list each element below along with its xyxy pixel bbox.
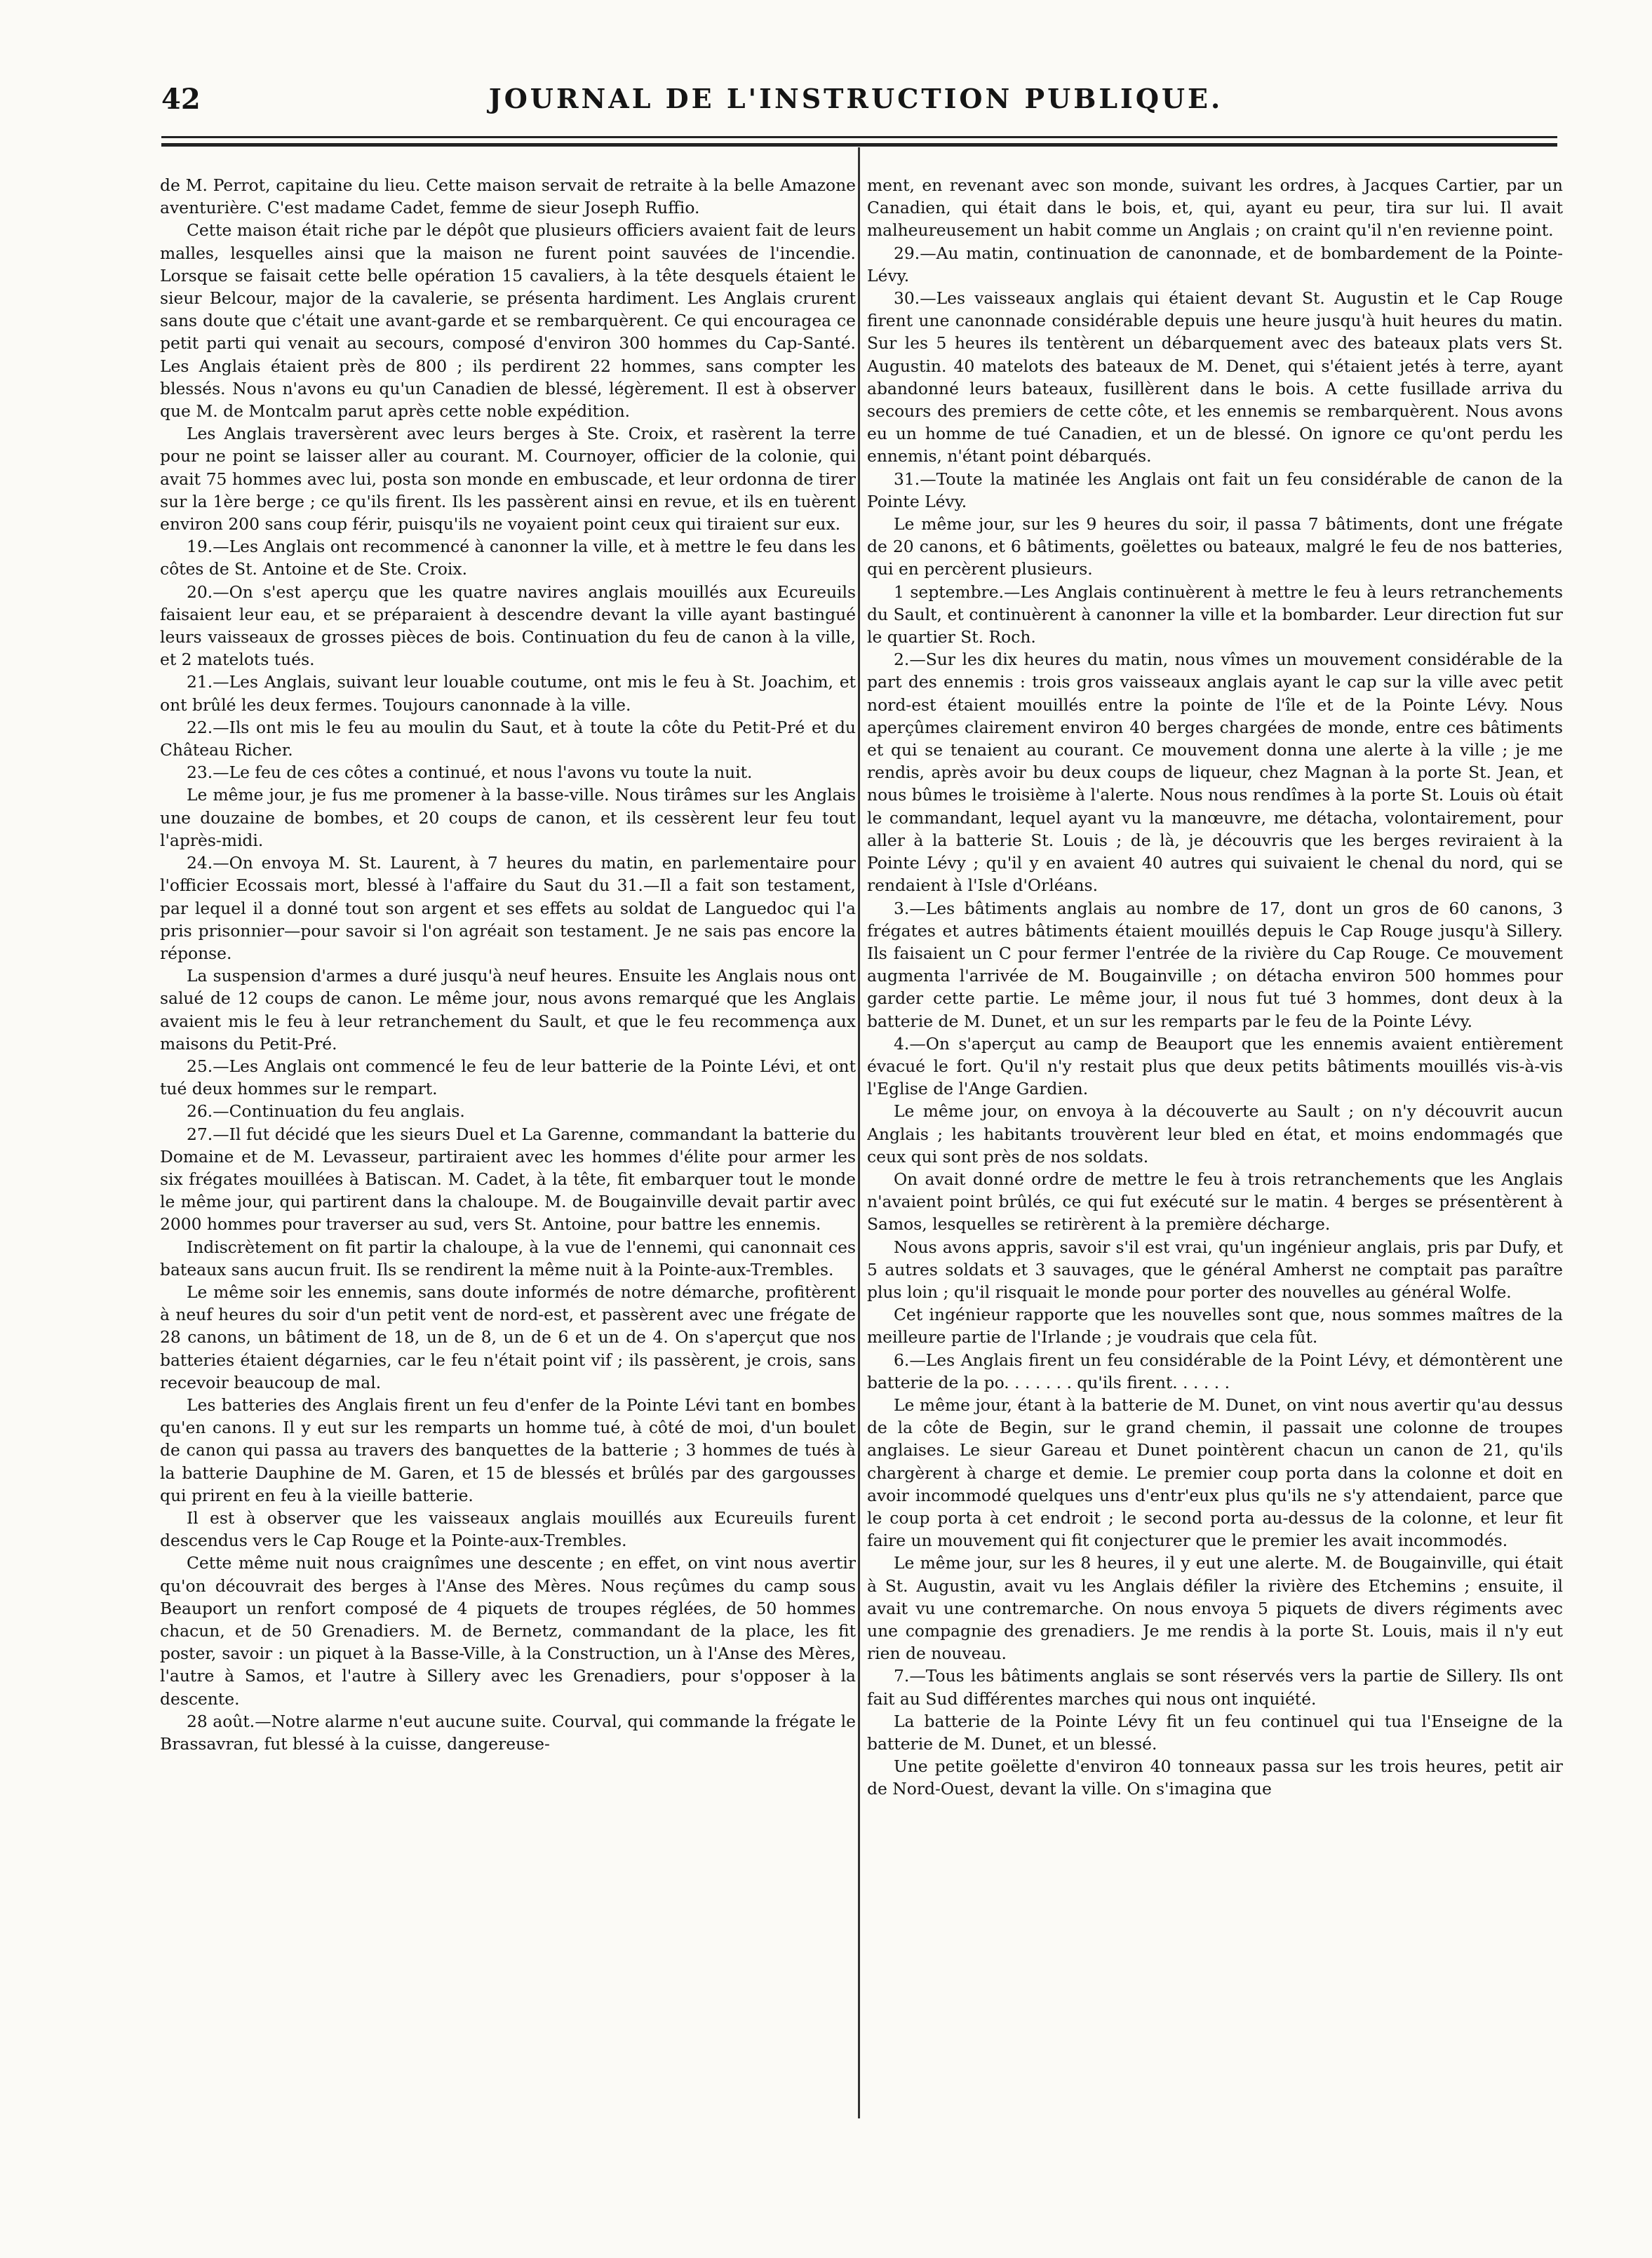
paragraph: La batterie de la Pointe Lévy fit un feu continuel qui tua l'Enseigne de la batterie de M. Dunet, et un blessé.: [867, 1711, 1563, 1754]
paragraph: Une petite goëlette d'environ 40 tonneaux passa sur les trois heures, petit air de Nord-Ouest, devant la ville. On s'imagina que: [867, 1756, 1563, 1799]
paragraph: Le même jour, je fus me promener à la basse-ville. Nous tirâmes sur les Anglais une douzaine de bombes, et 20 coups de canon, et ils cessèrent leur feu tout l'après-midi.: [160, 785, 856, 850]
column-divider: [858, 147, 860, 2118]
paragraph: Il est à observer que les vaisseaux anglais mouillés aux Ecureuils furent descendus vers le Cap Rouge et la Pointe-aux-Trembles.: [160, 1507, 856, 1551]
paragraph: Cet ingénieur rapporte que les nouvelles sont que, nous sommes maîtres de la meilleure partie de l'Irlande ; je voudrais que cela fût.: [867, 1305, 1563, 1348]
paragraph: 21.—Les Anglais, suivant leur louable coutume, ont mis le feu à St. Joachim, et ont brûlé les deux fermes. Toujours canonnade à la ville.: [160, 672, 856, 715]
paragraph: Indiscrètement on fit partir la chaloupe, à la vue de l'ennemi, qui canonnait ces bateaux sans aucun fruit. Ils se rendirent la même nuit à la Pointe-aux-Trembles.: [160, 1237, 856, 1279]
paragraph: 25.—Les Anglais ont commencé le feu de leur batterie de la Pointe Lévi, et ont tué deux hommes sur le rempart.: [160, 1056, 856, 1099]
paragraph: de M. Perrot, capitaine du lieu. Cette maison servait de retraite à la belle Amazone aventurière. C'est madame Cadet, femme de sieur Joseph Ruffio.: [160, 175, 856, 218]
paragraph: 2.—Sur les dix heures du matin, nous vîmes un mouvement considérable de la part des ennemis : trois gros vaisseaux anglais ayant le cap sur la ville avec petit nord-est étaient mouillés entre la pointe de l'île et de la Pointe Lévy. Nous aperçûmes clairement environ 40 berges chargées de monde, entre ces bâtiments et qui se tenaient au courant. Ce mouvement donna une alerte à la ville ; je me rendis, après avoir bu deux coups de liqueur, chez Magnan à la porte St. Jean, et nous bûmes le troisième à l'alerte. Nous nous rendîmes à la porte St. Louis où était le commandant, lequel ayant vu la manœuvre, me détacha, volontairement, pour aller à la batterie St. Louis ; de là, je découvris que les berges reviraient à la Pointe Lévy ; qu'il y en avaient 40 autres qui suivaient le chenal du nord, qui se rendaient à l'Isle d'Orléans.: [867, 650, 1563, 896]
page-header: [154, 83, 1557, 118]
paragraph: 22.—Ils ont mis le feu au moulin du Saut, et à toute la côte du Petit-Pré et du Château Richer.: [160, 717, 856, 760]
paragraph: 27.—Il fut décidé que les sieurs Duel et La Garenne, commandant la batterie du Domaine et de M. Levasseur, partiraient avec les hommes d'élite pour armer les six frégates mouillées à Batiscan. M. Cadet, à la tête, fit embarquer tout le monde le même jour, qui partirent dans la chaloupe. M. de Bougainville devait partir avec 2000 hommes pour traverser au sud, vers St. Antoine, pour battre les ennemis.: [160, 1124, 856, 1235]
paragraph: Le même jour, on envoya à la découverte au Sault ; on n'y découvrit aucun Anglais ; les habitants trouvèrent leur bled en état, et moins endommagés que ceux qui sont près de nos soldats.: [867, 1101, 1563, 1167]
paragraph: 29.—Au matin, continuation de canonnade, et de bombardement de la Pointe-Lévy.: [867, 243, 1563, 285]
paragraph: Les batteries des Anglais firent un feu d'enfer de la Pointe Lévi tant en bombes qu'en canons. Il y eut sur les remparts un homme tué, à côté de moi, d'un boulet de canon qui passa au travers des banquettes de la batterie ; 3 hommes de tués à la batterie Dauphine de M. Garen, et 15 de blessés et brûlés par des gargousses qui prirent en feu à la vieille batterie.: [160, 1395, 856, 1505]
paragraph: ment, en revenant avec son monde, suivant les ordres, à Jacques Cartier, par un Canadien, qui était dans le bois, et, qui, ayant eu peur, tira sur lui. Il avait malheureusement un habit comme un Anglais ; on craint qu'il n'en revienne point.: [867, 175, 1563, 241]
paragraph: 30.—Les vaisseaux anglais qui étaient devant St. Augustin et le Cap Rouge firent une canonnade considérable depuis une heure jusqu'à huit heures du matin. Sur les 5 heures ils tentèrent un débarquement avec des bateaux plats vers St. Augustin. 40 matelots des bateaux de M. Denet, qui s'étaient jetés à terre, ayant abandonné leurs bateaux, fusillèrent dans le bois. A cette fusillade arriva du secours des premiers de cette côte, et les ennemis se rembarquèrent. Nous avons eu un homme de tué Canadien, et un de blessé. On ignore ce qu'ont perdu les ennemis, n'étant point débarqués.: [867, 288, 1563, 466]
paragraph: Cette maison était riche par le dépôt que plusieurs officiers avaient fait de leurs malles, lesquelles ainsi que la maison ne furent point sauvées de l'incendie. Lorsque se faisait cette belle opération 15 cavaliers, à la tête desquels étaient le sieur Belcour, major de la cavalerie, se présenta hardiment. Les Anglais crurent sans doute que c'était une avant-garde et se rembarquèrent. Ce qui encouragea ce petit parti qui venait au secours, composé d'environ 300 hommes du Cap-Santé. Les Anglais étaient près de 800 ; ils perdirent 22 hommes, sans compter les blessés. Nous n'avons eu qu'un Canadien de blessé, légèrement. Il est à observer que M. de Montcalm parut après cette noble expédition.: [160, 220, 856, 422]
paragraph: 26.—Continuation du feu anglais.: [187, 1101, 465, 1122]
paragraph: 3.—Les bâtiments anglais au nombre de 17, dont un gros de 60 canons, 3 frégates et autres bâtiments étaient mouillés depuis le Cap Rouge jusqu'à Sillery. Ils faisaient un C pour fermer l'entrée de la rivière du Cap Rouge. Ce mouvement augmenta l'arrivée de M. Bougainville ; on détacha environ 500 hommes pour garder cette partie. Le même jour, il nous fut tué 3 hommes, dont deux à la batterie de M. Dunet, et un sur les remparts par le feu de la Pointe Lévy.: [867, 898, 1563, 1031]
paragraph: 24.—On envoya M. St. Laurent, à 7 heures du matin, en parlementaire pour l'officier Ecossais mort, blessé à l'affaire du Saut du 31.—Il a fait son testament, par lequel il a donné tout son argent et ses effets au soldat de Languedoc qui l'a pris prisonnier—pour savoir si l'on agréait son testament. Je ne sais pas encore la réponse.: [160, 853, 856, 963]
header-rule-thick: [161, 143, 1557, 147]
header-rule-thin: [161, 136, 1557, 138]
left-column: [160, 174, 856, 2131]
paragraph: Les Anglais traversèrent avec leurs berges à Ste. Croix, et rasèrent la terre pour ne point se laisser aller au courant. M. Cournoyer, officier de la colonie, qui avait 75 hommes avec lui, posta son monde en embuscade, et leur ordonna de tirer sur la 1ère berge ; ce qu'ils firent. Ils les passèrent ainsi en revue, et ils en tuèrent environ 200 sans coup férir, puisqu'ils ne voyaient point ceux qui tiraient sur eux.: [160, 424, 856, 535]
paragraph: Le même jour, sur les 8 heures, il y eut une alerte. M. de Bougainville, qui était à St. Augustin, avait vu les Anglais défiler la rivière des Etchemins ; ensuite, il avait vu une contremarche. On nous envoyа 5 piquets de divers régiments avec une compagnie des grenadiers. Je me rendis à la porte St. Louis, mais il n'y eut rien de nouveau.: [867, 1553, 1563, 1664]
paragraph: On avait donné ordre de mettre le feu à trois retranchements que les Anglais n'avaient point brûlés, ce qui fut exécuté sur le matin. 4 berges se présentèrent à Samos, lesquelles se retirèrent à la première décharge.: [867, 1169, 1563, 1235]
paragraph: 6.—Les Anglais firent un feu considérable de la Point Lévy, et démontèrent une batterie de la po. . . . . . . qu'ils firent. . . . . .: [867, 1350, 1563, 1392]
paragraph: Nous avons appris, savoir s'il est vrai, qu'un ingénieur anglais, pris par Dufy, et 5 autres soldats et 3 sauvages, que le général Amherst ne comptait pas paraître plus loin ; qu'il risquait le monde pour porter des nouvelles au général Wolfe.: [867, 1237, 1563, 1302]
paragraph: 20.—On s'est aperçu que les quatre navires anglais mouillés aux Ecureuils faisaient leur eau, et se préparaient à descendre devant la ville ayant bastingué leurs vaisseaux de grosses pièces de bois. Continuation du feu de canon à la ville, et 2 matelots tués.: [160, 582, 856, 670]
paragraph: Cette même nuit nous craignîmes une descente ; en effet, on vint nous avertir qu'on découvrait des berges à l'Anse des Mères. Nous reçûmes du camp sous Beauport un renfort composé de 4 piquets de troupes réglées, de 50 hommes chacun, et de 50 Grenadiers. M. de Bernetz, commandant de la place, les fit poster, savoir : un piquet à la Basse-Ville, à la Construction, un à l'Anse des Mères, l'autre à Samos, et l'autre à Sillery avec les Grenadiers, pour s'opposer à la descente.: [160, 1553, 856, 1709]
paragraph: 1 septembre.—Les Anglais continuèrent à mettre le feu à leurs retranchements du Sault, et continuèrent à canonner la ville et la bombarder. Leur direction fut sur le quartier St. Roch.: [867, 582, 1563, 647]
paragraph: Le même jour, sur les 9 heures du soir, il passa 7 bâtiments, dont une frégate de 20 canons, et 6 bâtiments, goëlettes ou bateaux, malgré le feu de nos batteries, qui en percèrent plusieurs.: [867, 514, 1563, 579]
paragraph: Le même jour, étant à la batterie de M. Dunet, on vint nous avertir qu'au dessus de la côte de Begin, sur le grand chemin, il passait une colonne de troupes anglaises. Le sieur Gareau et Dunet pointèrent chacun un canon de 21, qu'ils chargèrent à charge et demie. Le premier coup porta dans la colonne et doit en avoir incommodé quelques uns d'entr'eux plus qu'ils ne s'y attendaient, parce que le coup porta à cet endroit ; le second porta au-dessus de la colonne, et leur fit faire un mouvement qui fit conjecturer que le premier les avait incommodés.: [867, 1395, 1563, 1551]
paragraph: 28 août.—Notre alarme n'eut aucune suite. Courval, qui commande la frégate le Brassavran, fut blessé à la cuisse, dangereuse-: [160, 1711, 856, 1754]
paragraph: La suspension d'armes a duré jusqu'à neuf heures. Ensuite les Anglais nous ont salué de 12 coups de canon. Le même jour, nous avons remarqué que les Anglais avaient mis le feu à leur retranchement du Sault, et que le feu recommença aux maisons du Petit-Pré.: [160, 966, 856, 1054]
running-title: JOURNAL DE L'INSTRUCTION PUBLIQUE.: [488, 83, 1223, 114]
page-number: 42: [161, 83, 201, 116]
paragraph: 19.—Les Anglais ont recommencé à canonner la ville, et à mettre le feu dans les côtes de St. Antoine et de Ste. Croix.: [160, 537, 856, 579]
paragraph: 7.—Tous les bâtiments anglais se sont réservés vers la partie de Sillery. Ils ont fait au Sud différentes marches qui nous ont inquiété.: [867, 1666, 1563, 1709]
right-column: [867, 174, 1563, 2131]
paragraph: 4.—On s'aperçut au camp de Beauport que les ennemis avaient entièrement évacué le fort. Qu'il n'y restait plus que deux petits bâtiments mouillés vis-à-vis l'Eglise de l'Ange Gardien.: [867, 1033, 1563, 1099]
paragraph: 23.—Le feu de ces côtes a continué, et nous l'avons vu toute la nuit.: [187, 762, 753, 783]
paragraph: 31.—Toute la matinée les Anglais ont fait un feu considérable de canon de la Pointe Lévy.: [867, 469, 1563, 511]
paragraph: Le même soir les ennemis, sans doute informés de notre démarche, profitèrent à neuf heures du soir d'un petit vent de nord-est, et passèrent avec une frégate de 28 canons, un bâtiment de 18, un de 8, un de 6 et un de 4. On s'aperçut que nos batteries étaient dégarnies, car le feu n'était point vif ; ils passèrent, je crois, sans recevoir beaucoup de mal.: [160, 1282, 856, 1392]
